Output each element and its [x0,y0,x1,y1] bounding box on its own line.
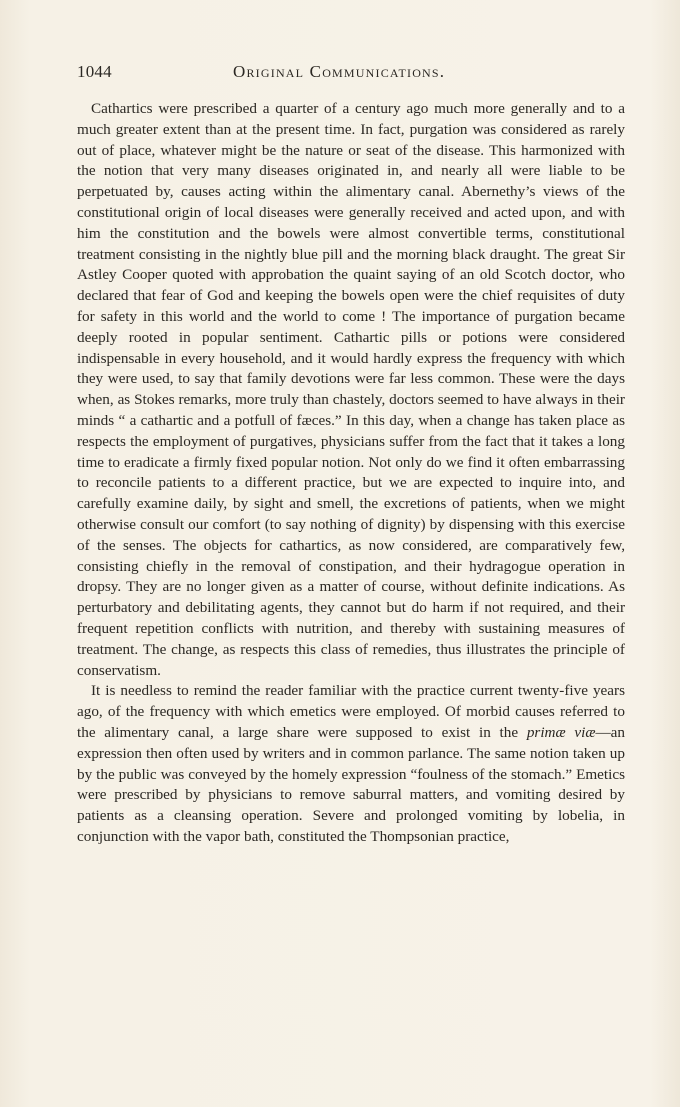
italic-phrase: primæ viæ [526,723,596,741]
body-text [77,99,625,848]
paragraph-emetics-start: It is needless to remind the reader familiar with the practice current twenty-five years ago, of the frequency with which emetics were employed. Of morbid causes referred to the alimentary canal, a large share were supposed to exist in the [77,682,625,741]
paragraph-cathartics: Cathartics were prescribed a quarter of a century ago much more generally and to a much greater extent than at the present time. In fact, purgation was considered as rarely out of place, whatever might be the nature or seat of the disease. This harmonized with the notion that very many diseases originated in, and nearly all were liable to be perpetuated by, causes acting within the alimentary canal. Abernethy’s views of the constitutional origin of local diseases were generally received and acted upon, and with him the constitution and the bowels were almost convertible terms, constitutional treatment consisting in the nightly blue pill and the morning black draught. The great Sir Astley Cooper quoted with approbation the quaint saying of an old Scotch doctor, who declared that fear of God and keeping the bowels open were the chief requisites of duty for safety in this world and the world to come ! The importance of purgation became deeply rooted in popular sentiment. Cathartic pills or potions were considered indispensable in every household, and it would hardly express the frequency with which they were used, to say that family devotions were far less common. These were the days when, as Stokes remarks, more truly than chastely, doctors seemed to have always in their minds “ a cathartic and a potfull of fæces.” In this day, when a change has taken place as respects the employment of purgatives, physicians suffer from the fact that it takes a long time to eradicate a firmly fixed popular notion. Not only do we find it often embarrassing to reconcile patients to a different practice, but we are expected to inquire into, and carefully examine daily, by sight and smell, the excretions of patients, when we might otherwise consult our comfort (to say nothing of dignity) by dispensing with this exercise of the senses. The objects for cathartics, as now considered, are comparatively few, consisting chiefly in the removal of constipation, and their hydragogue operation in dropsy. They are no longer given as a matter of course, without definite indications. As perturbatory and debilitating agents, they cannot but do harm if not required, and their frequent repetition conflicts with nutrition, and thereby with sustaining measures of treatment. The change, as respects this class of remedies, thus illustrates the principle of conservatism. [77,100,625,679]
paragraph-emetics [77,681,625,847]
page-number: 1044 [77,62,112,81]
running-head: Original Communications. [233,62,446,81]
paragraph-emetics-end: —an expression then often used by writers and in common parlance. The same notion taken up by the public was conveyed by the homely expression “foulness of the stomach.” Emetics were prescribed by physicians to remove saburral matters, and vomiting desired by patients as a cleansing operation. Severe and prolonged vomiting by lobelia, in conjunction with the vapor bath, constituted the Thompsonian practice, [77,723,625,845]
page-header [77,62,625,82]
